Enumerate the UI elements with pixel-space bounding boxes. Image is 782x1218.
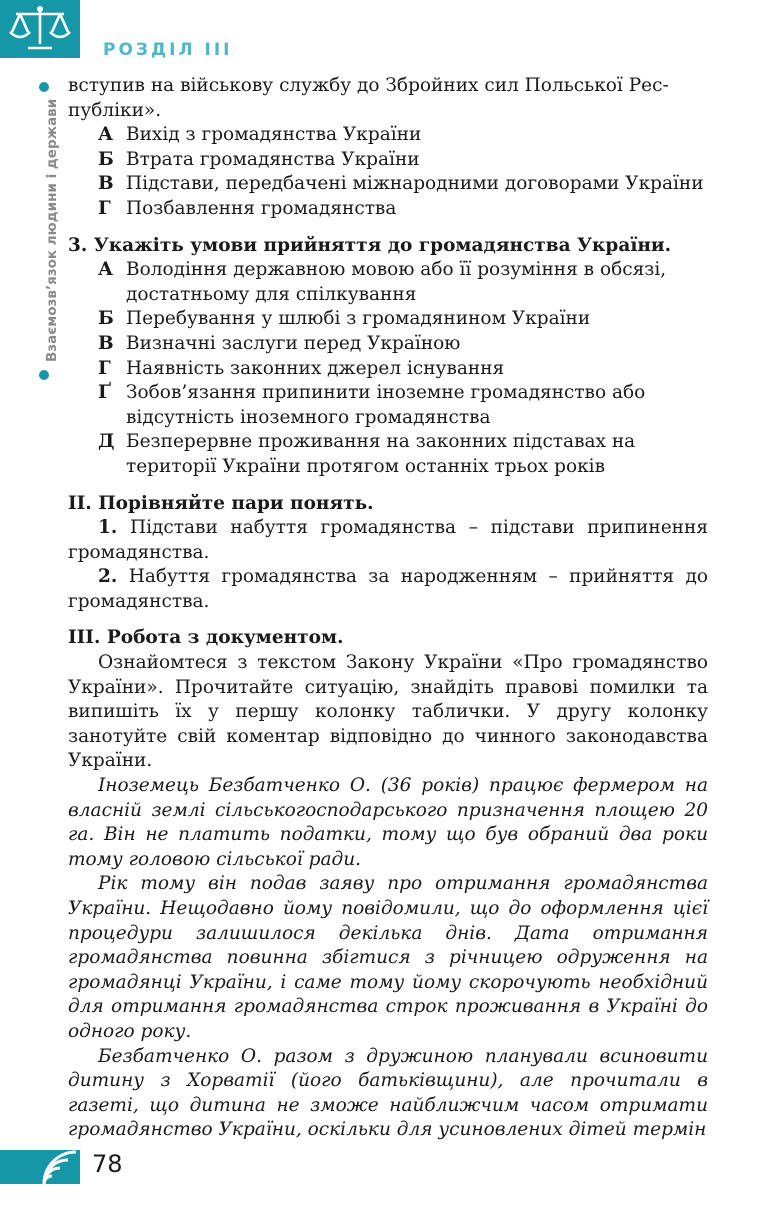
- intro-line: вступив на військову службу до Збройних сил Польської Рес- публіки».: [68, 75, 669, 121]
- page-number: 78: [92, 1150, 123, 1178]
- side-dot-bottom: [39, 370, 49, 380]
- section3-title: III. Робота з документом.: [68, 627, 344, 649]
- section2-title: II. Порівняйте пари понять.: [68, 492, 374, 514]
- q3-title: 3. Укажіть умови прийняття до громадянства України.: [68, 234, 672, 256]
- section3-intro: Ознайомтеся з текстом Закону України «Про громадянство України». Прочитайте ситуацію, знайдіть правові помилки та випишіть їх у першу колонку таблички. У другу колонку занотуйте свій коментар відповідно до чинного законодавства України.: [68, 652, 708, 772]
- page-content: [68, 74, 708, 1143]
- q2-option: А Вихід з громадянства України: [98, 124, 422, 146]
- section-title: РОЗДІЛ III: [103, 40, 233, 60]
- q2-option: В Підстави, передбачені міжнародними договорами України: [98, 173, 704, 195]
- case-paragraph: Безбатченко О. разом з дружиною планували всиновити дитину з Хорватії (його батьківщини), але прочитали в газеті, що дитина не зможе найближчим часом отримати громадянство України, оскільки для усиновлених дітей термін: [68, 1045, 708, 1141]
- footer-bar: [0, 1150, 80, 1184]
- q3-option: Б Перебування у шлюбі з громадянином України: [98, 308, 591, 330]
- section2-item: 2. Набуття громадянства за народженням – прийняття до громадянства.: [68, 566, 708, 612]
- case-paragraph: Іноземець Безбатченко О. (36 років) працює фермером на власній землі сільськогосподарського призначення площею 20 га. Він не платить податки, тому що був обраний два роки тому головою сільської ради.: [68, 775, 708, 870]
- side-dot-top: [39, 82, 49, 92]
- q3-option: А Володіння державною мовою або її розуміння в обсязі, достатньому для спілкування: [98, 259, 667, 305]
- q2-option: Г Позбавлення громадянства: [98, 197, 397, 219]
- scales-of-justice-icon: [6, 4, 74, 54]
- q3-option: Д Безперервне проживання на законних підставах на території України протягом останніх трьох років: [98, 431, 636, 477]
- case-paragraph: Рік тому він подав заяву про отримання громадянства України. Нещодавно йому повідомили, що до оформлення цієї процедури залишилося декілька днів. Дата отримання громадянства повинна збігтися з річницею одруження на громадянці України, і саме тому йому скорочують необхідний для отримання громадянства строк проживання в Україні до одного року.: [68, 873, 708, 1042]
- side-vertical-text: Взаємозв’язок людини і держави: [44, 98, 60, 362]
- signal-waves-icon: [40, 1150, 80, 1184]
- section2-item: 1. Підстави набуття громадянства – підстави припинення громадянства.: [68, 517, 709, 563]
- q2-option: Б Втрата громадянства України: [98, 148, 420, 170]
- header-logo-box: [0, 0, 80, 58]
- q3-option: В Визначні заслуги перед Україною: [98, 332, 461, 354]
- q3-option: Ґ Зобов’язання припинити іноземне громадянство або відсутність іноземного громадянства: [98, 382, 646, 428]
- q3-option: Г Наявність законних джерел існування: [98, 357, 505, 379]
